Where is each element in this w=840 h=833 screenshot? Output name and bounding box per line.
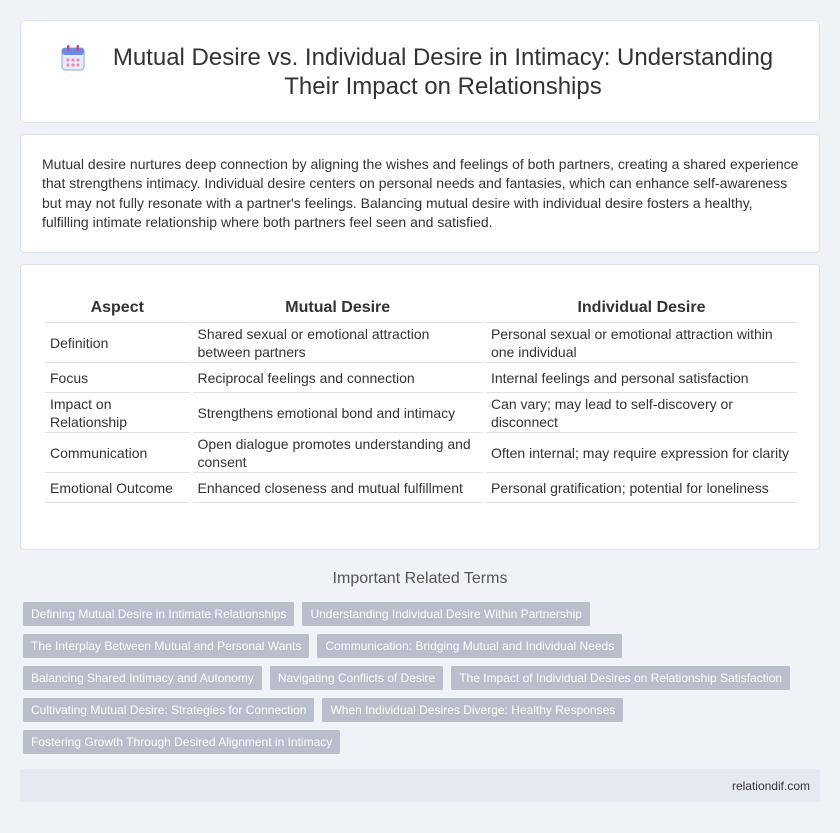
comparison-card xyxy=(20,264,820,550)
related-terms-title: Important Related Terms xyxy=(332,570,508,587)
related-term-tag[interactable]: Balancing Shared Intimacy and Autonomy xyxy=(23,666,262,690)
footer xyxy=(20,769,820,802)
table-row xyxy=(45,323,797,363)
table-cell: Definition xyxy=(45,323,190,363)
intro-paragraph: Mutual desire nurtures deep connection by aligning the wishes and feelings of both partners, creating a shared experience that strengthens intimacy. Individual desire centers on personal needs and fantasies, which can enhance self-awareness but may not fully resonate with a partner's feelings. Balancing mutual desire with individual desire fosters a healthy, fulfilling intimate relationship where both partners feel seen and satisfied. xyxy=(42,156,799,230)
related-term-tag[interactable]: Defining Mutual Desire in Intimate Relationships xyxy=(23,602,294,626)
header-individual-desire: Individual Desire xyxy=(486,293,797,323)
table-cell: Personal sexual or emotional attraction within one individual xyxy=(486,323,797,363)
table-row xyxy=(45,363,797,393)
related-term-tag[interactable]: Communication: Bridging Mutual and Individual Needs xyxy=(317,634,622,658)
table-cell: Enhanced closeness and mutual fulfillment xyxy=(193,473,483,503)
table-cell: Shared sexual or emotional attraction between partners xyxy=(193,323,483,363)
table-cell: Internal feelings and personal satisfaction xyxy=(486,363,797,393)
related-term-tag[interactable]: Navigating Conflicts of Desire xyxy=(270,666,443,690)
related-term-tag[interactable]: When Individual Desires Diverge: Healthy Responses xyxy=(322,698,623,722)
title-row xyxy=(21,21,819,122)
comparison-table xyxy=(42,293,800,503)
table-cell: Emotional Outcome xyxy=(45,473,190,503)
table-cell: Communication xyxy=(45,433,190,473)
page-title: Mutual Desire vs. Individual Desire in Intimacy: Understanding Their Impact on Relationships xyxy=(112,43,774,100)
table-header-row xyxy=(45,293,797,323)
related-term-tag[interactable]: Cultivating Mutual Desire: Strategies for Connection xyxy=(23,698,314,722)
related-term-tag[interactable]: The Impact of Individual Desires on Relationship Satisfaction xyxy=(451,666,790,690)
table-row xyxy=(45,393,797,433)
table-cell: Often internal; may require expression for clarity xyxy=(486,433,797,473)
related-term-tag[interactable]: The Interplay Between Mutual and Personal Wants xyxy=(23,634,309,658)
table-cell: Open dialogue promotes understanding and consent xyxy=(193,433,483,473)
related-terms-list xyxy=(23,602,803,762)
header-card xyxy=(20,20,820,123)
header-aspect: Aspect xyxy=(45,293,190,323)
table-cell: Personal gratification; potential for loneliness xyxy=(486,473,797,503)
related-term-tag[interactable]: Fostering Growth Through Desired Alignment in Intimacy xyxy=(23,730,340,754)
table-cell: Can vary; may lead to self-discovery or disconnect xyxy=(486,393,797,433)
table-cell: Focus xyxy=(45,363,190,393)
table-row xyxy=(45,473,797,503)
table-cell: Strengthens emotional bond and intimacy xyxy=(193,393,483,433)
table-cell: Impact on Relationship xyxy=(45,393,190,433)
table-row xyxy=(45,433,797,473)
header-mutual-desire: Mutual Desire xyxy=(193,293,483,323)
table-cell: Reciprocal feelings and connection xyxy=(193,363,483,393)
intro-card xyxy=(20,134,820,253)
calendar-icon xyxy=(61,45,85,71)
related-term-tag[interactable]: Understanding Individual Desire Within Partnership xyxy=(302,602,589,626)
footer-site-link[interactable]: relationdif.com xyxy=(731,779,810,793)
